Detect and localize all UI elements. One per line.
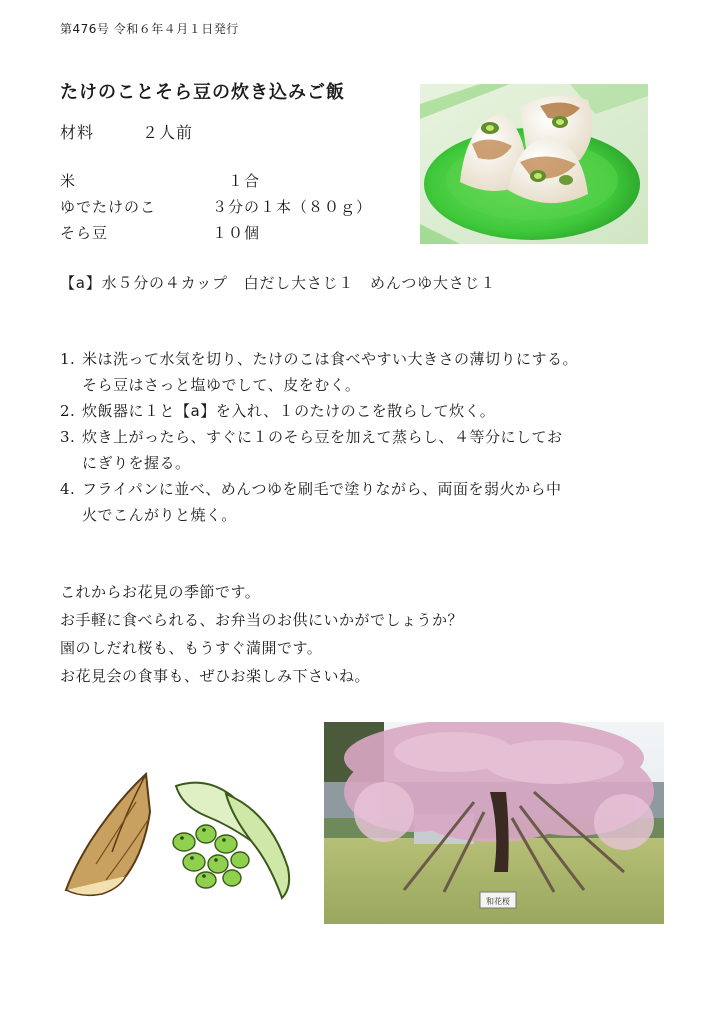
step-number: 1.	[60, 350, 76, 368]
step-line: フライパンに並べ、めんつゆを刷毛で塗りながら、両面を弱火から中	[82, 480, 562, 498]
ingredient-qty: １０個	[212, 224, 261, 242]
message-line: お手軽に食べられる、お弁当のお供にいかがでしょうか？	[60, 611, 464, 629]
weeping-cherry-photo-icon	[324, 722, 664, 924]
ingredient-qty: ３分の１本（８０ｇ）	[212, 198, 373, 216]
step-text	[82, 476, 630, 528]
step-text	[82, 398, 630, 424]
step-line: 炊き上がったら、すぐに１のそら豆を加えて蒸らし、４等分にしてお	[82, 428, 563, 446]
step-line: 炊飯器に１と【a】を入れ、１のたけのこを散らして炊く。	[82, 402, 496, 420]
ingredient-name: ゆでたけのこ	[60, 198, 157, 216]
ingredient-row	[60, 222, 372, 248]
step-item	[60, 398, 630, 424]
step-text	[82, 424, 630, 476]
step-item	[60, 476, 630, 528]
message-line: これからお花見の季節です。	[60, 583, 261, 601]
bamboo-shoot-and-fava-beans-icon	[56, 772, 296, 902]
ingredient-list	[60, 170, 372, 248]
tree-sign-label: 和花桜	[486, 897, 510, 906]
step-item	[60, 424, 630, 476]
materials-label: 材料	[60, 123, 95, 142]
step-line: 火でこんがりと焼く。	[82, 506, 237, 524]
ingredient-name: そら豆	[60, 224, 109, 242]
bamboo-fava-illustration	[56, 772, 296, 902]
recipe-title: たけのことそら豆の炊き込みご飯	[60, 82, 345, 103]
step-number: 2.	[60, 402, 76, 420]
issue-header: 第476号 令和６年４月１日発行	[60, 22, 239, 36]
servings-line	[60, 120, 193, 143]
weeping-cherry-photo	[324, 722, 664, 924]
message-line: お花見会の食事も、ぜひお楽しみ下さいね。	[60, 667, 371, 685]
ingredient-name: 米	[60, 172, 77, 190]
ingredient-qty: １合	[228, 172, 261, 190]
onigiri-photo-icon	[420, 84, 648, 244]
recipe-steps	[60, 346, 630, 528]
step-line: にぎりを握る。	[82, 454, 191, 472]
step-text	[82, 346, 630, 398]
message-line: 園のしだれ桜も、もうすぐ満開です。	[60, 639, 323, 657]
step-number: 3.	[60, 428, 76, 446]
ingredient-row	[60, 196, 372, 222]
step-line: そら豆はさっと塩ゆでして、皮をむく。	[82, 376, 361, 394]
seasoning-line: 【a】水５分の４カップ 白だし大さじ１ めんつゆ大さじ１	[60, 274, 497, 292]
step-item	[60, 346, 630, 398]
servings-value: ２人前	[142, 123, 194, 142]
seasonal-message	[60, 578, 463, 690]
ingredient-row	[60, 170, 372, 196]
step-number: 4.	[60, 480, 76, 498]
rice-ball-photo	[420, 84, 648, 244]
step-line: 米は洗って水気を切り、たけのこは食べやすい大きさの薄切りにする。	[82, 350, 579, 368]
